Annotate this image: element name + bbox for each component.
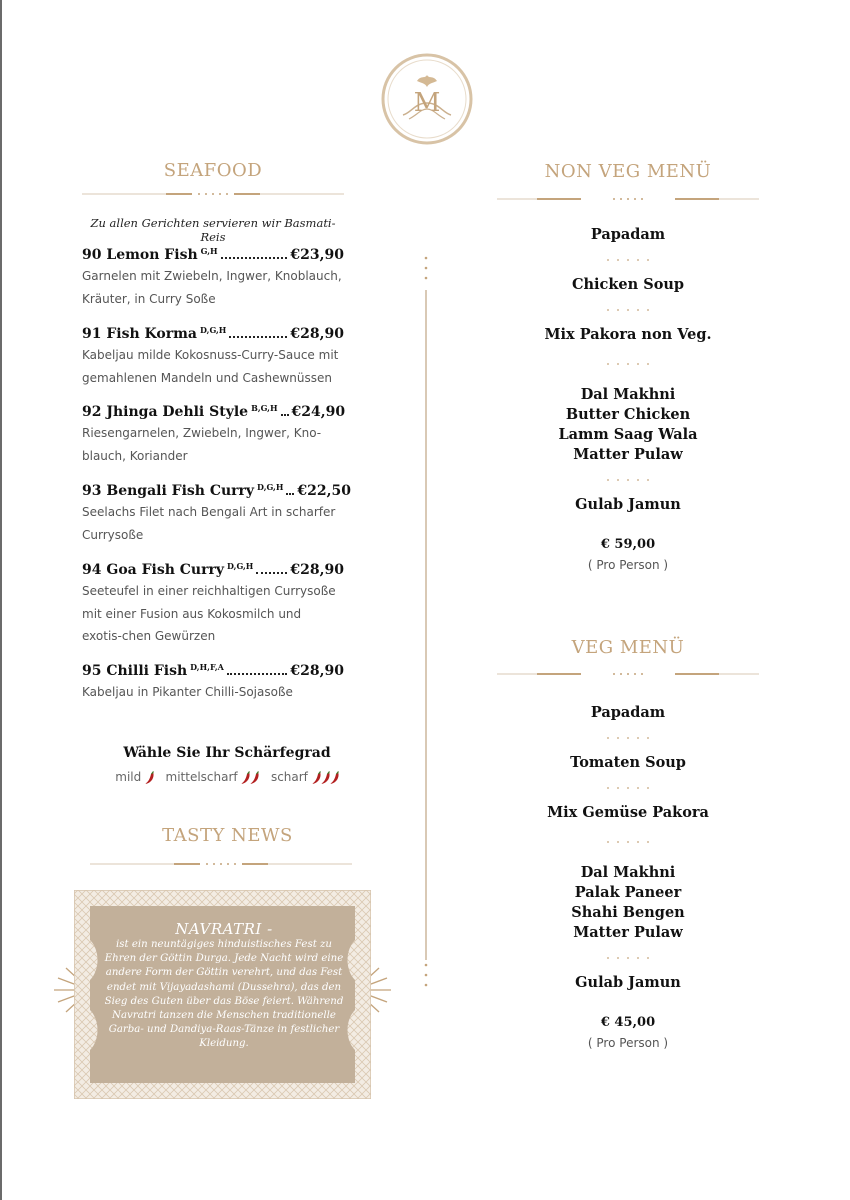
item-separator bbox=[603, 736, 653, 740]
dish-allergens: B,G,H bbox=[251, 403, 278, 413]
non-veg-soup: Chicken Soup bbox=[571, 276, 685, 293]
non-veg-per-person: ( Pro Person ) bbox=[587, 558, 669, 572]
dish-allergens: D,G,H bbox=[227, 561, 254, 571]
item-separator bbox=[603, 956, 653, 960]
item-separator bbox=[603, 362, 653, 366]
veg-starter-papadam: Papadam bbox=[590, 704, 666, 721]
dish-price: €28,90 bbox=[290, 562, 344, 578]
veg-dessert: Gulab Jamun bbox=[575, 974, 681, 991]
seafood-title: SEAFOOD bbox=[163, 160, 263, 181]
spice-mild-label: mild bbox=[115, 770, 142, 784]
rice-note: Zu allen Gerichten servieren wir Basmati-Reis bbox=[90, 216, 336, 244]
seafood-divider bbox=[82, 188, 344, 200]
dish-name: 95 Chilli Fish bbox=[82, 663, 188, 679]
dish-bengali-fish-curry bbox=[82, 482, 351, 546]
non-veg-main-3: Lamm Saag Wala bbox=[558, 426, 698, 443]
dish-description: Seeteufel in einer reichhaltigen Currysoße mit einer Fusion aus Kokosmilch und exotis-chen Gewürzen bbox=[82, 584, 336, 643]
spice-medium-label: mittelscharf bbox=[165, 770, 238, 784]
dish-allergens: D,G,H bbox=[257, 482, 284, 492]
column-divider-dots bbox=[424, 962, 428, 988]
dish-name: 91 Fish Korma bbox=[82, 326, 198, 342]
dish-price: €24,90 bbox=[291, 404, 346, 420]
dish-description: Kabeljau in Pikanter Chilli-Sojasoße bbox=[82, 685, 293, 699]
non-veg-menu-title: NON VEG MENÜ bbox=[544, 161, 712, 182]
spice-level-title: Wähle Sie Ihr Schärfegrad bbox=[123, 745, 331, 761]
column-divider-dots bbox=[424, 255, 428, 281]
item-separator bbox=[603, 478, 653, 482]
dish-price: €23,90 bbox=[290, 247, 344, 263]
veg-main-3: Shahi Bengen bbox=[571, 904, 685, 921]
chili-icon bbox=[250, 771, 261, 785]
veg-soup: Tomaten Soup bbox=[570, 754, 686, 771]
tasty-news-divider bbox=[90, 858, 352, 870]
tasty-news-body: ist ein neuntägiges hinduistisches Fest zu Ehren der Göttin Durga. Jede Nacht wird eine andere Form der Göttin verehrt, und das Fest endet mit Vijayadashami (Dussehra), das den Sieg des Guten über das Böse feiert. Während Navratri tanzen die Menschen traditionelle Garba- und Dandiya-Raas-Tänze in festlicher Kleidung. bbox=[104, 939, 344, 1050]
spice-hot-label: scharf bbox=[270, 770, 308, 784]
logo-monogram: M bbox=[413, 88, 441, 118]
item-separator bbox=[603, 258, 653, 262]
dish-price: €22,50 bbox=[297, 483, 351, 499]
dish-price: €28,90 bbox=[290, 326, 344, 342]
veg-main-2: Palak Paneer bbox=[574, 884, 682, 901]
veg-menu-title: VEG MENÜ bbox=[571, 637, 685, 658]
non-veg-pakora: Mix Pakora non Veg. bbox=[544, 326, 712, 343]
dish-description: Garnelen mit Zwiebeln, Ingwer, Knoblauch, Kräuter, in Curry Soße bbox=[82, 269, 342, 306]
dish-allergens: G,H bbox=[200, 246, 218, 256]
veg-pakora: Mix Gemüse Pakora bbox=[547, 804, 709, 821]
dish-fish-korma bbox=[82, 326, 344, 389]
tasty-news-title: TASTY NEWS bbox=[162, 825, 293, 846]
non-veg-price: € 59,00 bbox=[600, 537, 656, 552]
dish-lemon-fish bbox=[82, 247, 344, 310]
dish-jhinga-dehli bbox=[82, 404, 344, 467]
restaurant-logo bbox=[381, 53, 473, 145]
dish-name: 94 Goa Fish Curry bbox=[82, 562, 224, 578]
dish-description: Kabeljau milde Kokosnuss-Curry-Sauce mit gemahlenen Mandeln und Cashewnüssen bbox=[82, 348, 339, 385]
dish-allergens: D,H,F,A bbox=[190, 662, 224, 672]
non-veg-starter-papadam: Papadam bbox=[590, 226, 666, 243]
dish-name: 93 Bengali Fish Curry bbox=[82, 483, 255, 499]
dish-price: €28,90 bbox=[290, 663, 344, 679]
chili-icon bbox=[145, 771, 156, 785]
dish-goa-fish-curry bbox=[82, 562, 344, 648]
tasty-news-heading: NAVRATRI - bbox=[175, 920, 273, 938]
item-separator bbox=[603, 786, 653, 790]
tasty-news-text bbox=[104, 920, 344, 1052]
non-veg-dessert: Gulab Jamun bbox=[575, 496, 681, 513]
dish-name: 92 Jhinga Dehli Style bbox=[82, 404, 249, 420]
non-veg-divider bbox=[497, 193, 759, 205]
chili-icon bbox=[330, 771, 341, 785]
non-veg-main-4: Matter Pulaw bbox=[573, 446, 683, 463]
veg-main-4: Matter Pulaw bbox=[573, 924, 683, 941]
item-separator bbox=[603, 308, 653, 312]
veg-price: € 45,00 bbox=[600, 1015, 656, 1030]
column-divider bbox=[425, 290, 427, 960]
dish-name: 90 Lemon Fish bbox=[82, 247, 198, 263]
dish-description: Riesengarnelen, Zwiebeln, Ingwer, Kno-blauch, Koriander bbox=[82, 426, 322, 463]
spice-level-legend bbox=[82, 770, 372, 785]
non-veg-main-1: Dal Makhni bbox=[580, 386, 676, 403]
dish-chilli-fish bbox=[82, 663, 344, 704]
item-separator bbox=[603, 840, 653, 844]
veg-per-person: ( Pro Person ) bbox=[587, 1036, 669, 1050]
dish-description: Seelachs Filet nach Bengali Art in scharfer Currysoße bbox=[82, 505, 336, 542]
non-veg-main-2: Butter Chicken bbox=[565, 406, 691, 423]
veg-main-1: Dal Makhni bbox=[580, 864, 676, 881]
veg-divider bbox=[497, 668, 759, 680]
dish-allergens: D,G,H bbox=[200, 325, 227, 335]
